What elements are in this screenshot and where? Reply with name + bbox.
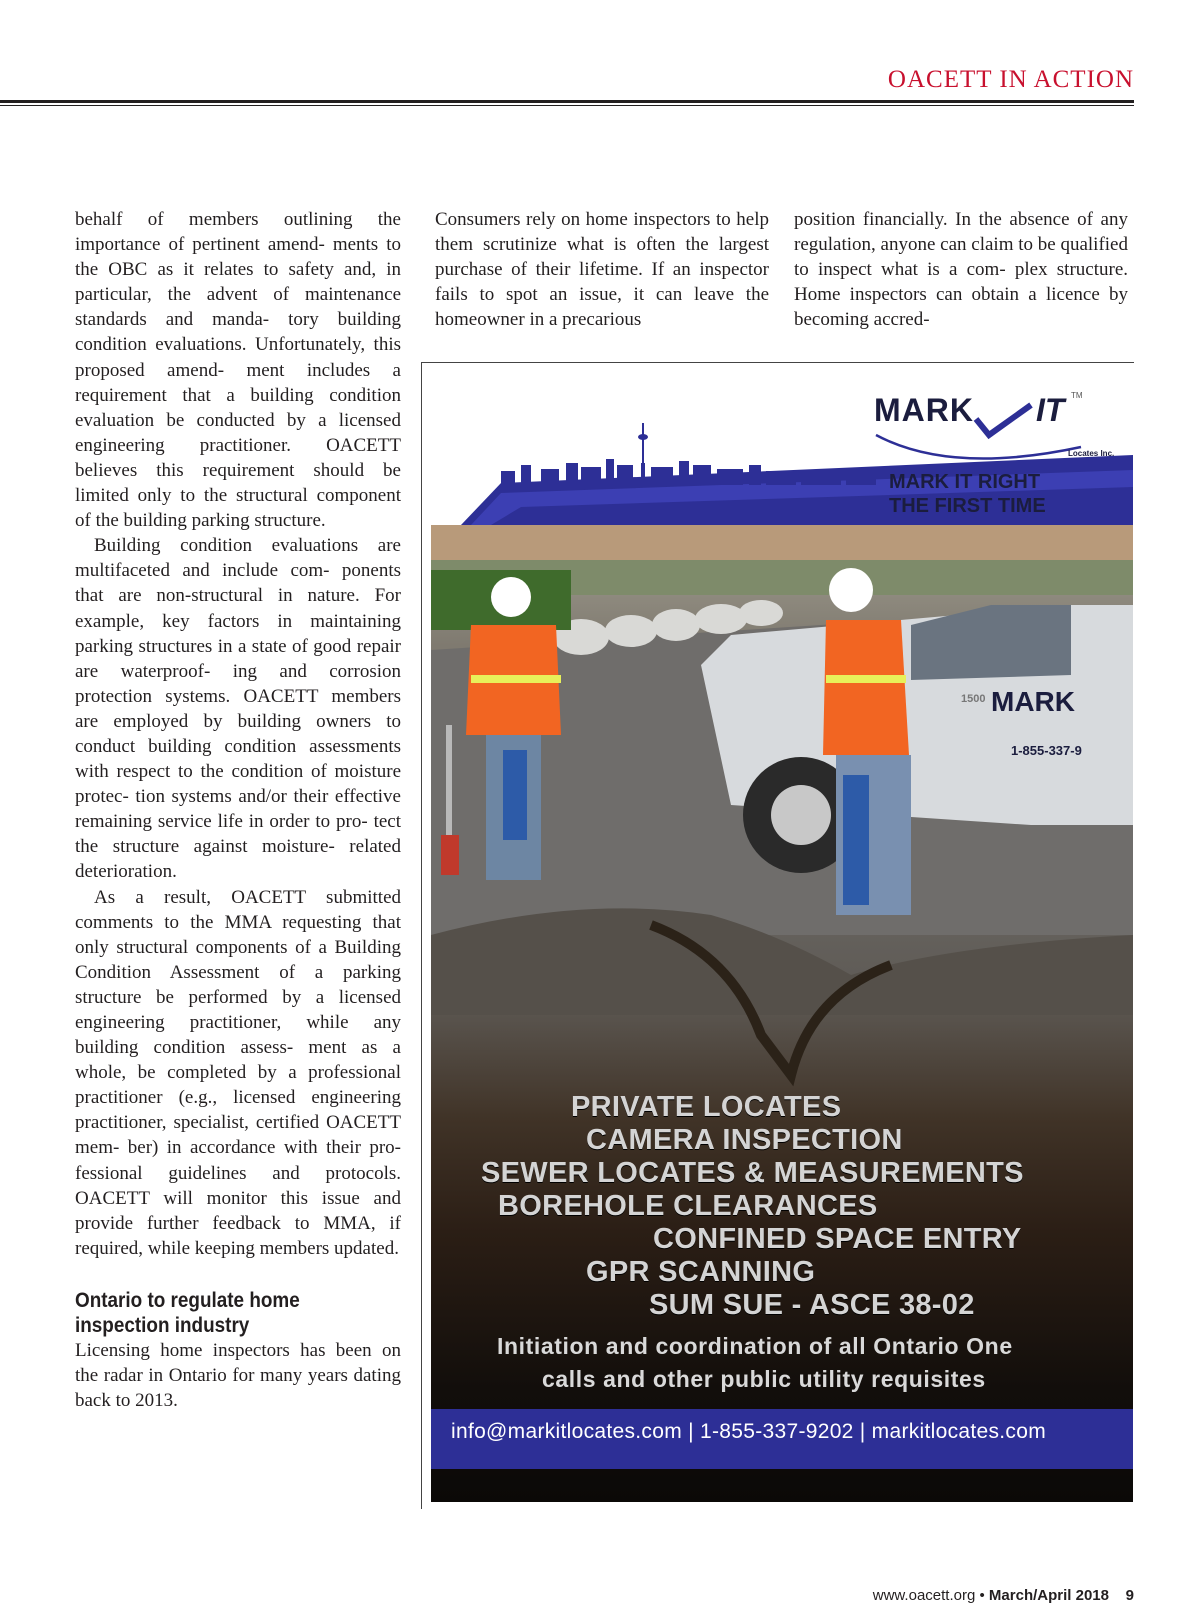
markit-advertisement: [431, 375, 1133, 1502]
service-item: BOREHOLE CLEARANCES: [498, 1190, 878, 1222]
service-item: CONFINED SPACE ENTRY: [653, 1223, 1022, 1255]
tagline-line-1: MARK IT RIGHT: [889, 471, 1041, 493]
logo-trademark: TM: [1071, 391, 1083, 400]
ad-note-line-2: calls and other public utility requisites: [542, 1366, 986, 1392]
article-column-1: [75, 207, 401, 1413]
logo-subtitle: Locates Inc.: [1068, 449, 1115, 458]
tagline-line-2: THE FIRST TIME: [889, 495, 1046, 517]
paragraph: position financially. In the absence of any regulation, anyone can claim to be qualified to inspect what is a com- plex structure. Home inspectors can obtain a licence by becoming accred-: [794, 209, 1128, 331]
paragraph: Consumers rely on home inspectors to help them scrutinize what is often the largest purchase of their lifetime. If an inspector fails to spot an issue, it can leave the homeowner in a precarious: [435, 209, 769, 331]
service-item: PRIVATE LOCATES: [571, 1091, 842, 1123]
logo-word-mark: MARK: [874, 392, 974, 428]
paragraph: Building condition evaluations are multifaceted and include com- ponents that are non-structural in nature. For example, key factors in maintaining parking structures in a state of good repair are waterproof- ing and corrosion protection systems. OACETT members are employed by building owners to conduct building condition assessments with respect to the condition of moisture protec- tion systems and/or their effective remaining service life in order to pro- tect the structure against moisture- related deterioration.: [75, 535, 401, 883]
truck-model-label: 1500: [961, 693, 986, 705]
truck-brand-label: MARK: [991, 686, 1075, 717]
page-footer: [873, 1587, 1134, 1604]
contact-info: info@markitlocates.com | 1-855-337-9202 | markitlocates.com: [451, 1420, 1046, 1443]
paragraph: Licensing home inspectors has been on the radar in Ontario for many years dating back to 2013.: [75, 1339, 401, 1412]
paragraph: behalf of members outlining the importance of pertinent amend- ments to the OBC as it relates to safety and, in particular, the advent of maintenance standards and manda- tory building condition evaluations. Unfortunately, this proposed amend- ment includes a requirement that a building condition evaluation be conducted by a licensed engineering practitioner. OACETT believes this requirement should be limited only to the structural component of the building parking structure.: [75, 209, 401, 532]
service-item: CAMERA INSPECTION: [586, 1124, 903, 1156]
footer-issue: March/April 2018: [988, 1587, 1109, 1604]
article-column-2: [435, 207, 769, 332]
truck-phone-label: 1-855-337-9: [1011, 743, 1082, 758]
service-item: SEWER LOCATES & MEASUREMENTS: [481, 1157, 1024, 1189]
ad-note-line-1: Initiation and coordination of all Ontario One: [497, 1333, 1013, 1359]
footer-website: www.oacett.org: [872, 1587, 976, 1604]
section-title: OACETT IN ACTION: [887, 66, 1134, 93]
subheading: Ontario to regulate home inspection industry: [75, 1288, 300, 1337]
footer-separator: •: [979, 1587, 985, 1604]
paragraph: As a result, OACETT submitted comments to the MMA requesting that only structural components of a Building Condition Assessment of a parking structure be performed by a licensed engineering practitioner, while any building condition assess- ment as a whole, be completed by a professional practitioner (e.g., licensed engineering practitioner, specialist, certified OACETT mem- ber) in accordance with their pro- fessional guidelines and protocols. OACETT will monitor this issue and provide further feedback to MMA, if required, while keeping members updated.: [75, 886, 401, 1259]
logo-word-it: IT: [1036, 392, 1065, 428]
service-item: SUM SUE - ASCE 38-02: [649, 1289, 975, 1321]
service-item: GPR SCANNING: [586, 1256, 816, 1288]
header-rule-thin: [0, 105, 1134, 106]
article-column-3: [794, 207, 1128, 332]
header-rule: [0, 100, 1134, 103]
page-number: 9: [1125, 1587, 1134, 1604]
